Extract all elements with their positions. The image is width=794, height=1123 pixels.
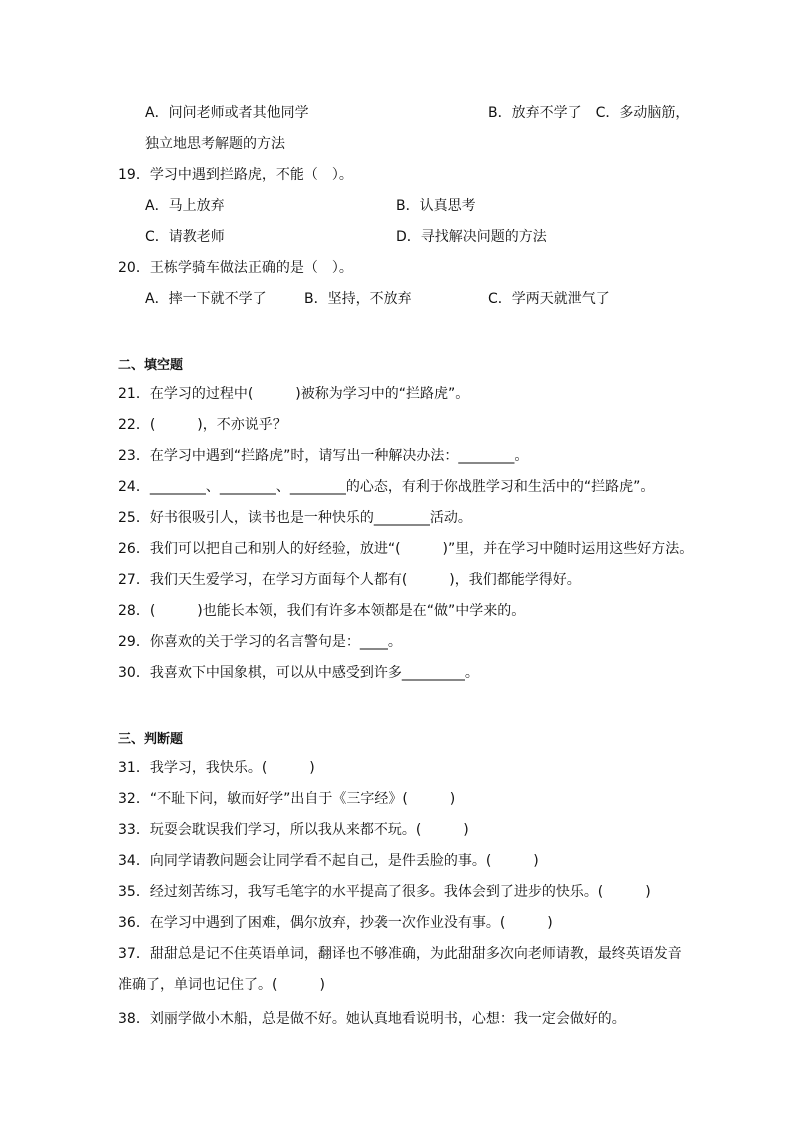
q18-option-a: A．问问老师或者其他同学 xyxy=(145,105,309,121)
q19-option-a: A．马上放弃 xyxy=(145,198,225,214)
question-34: 34．向同学请教问题会让同学看不起自己，是件丢脸的事。( ) xyxy=(118,853,539,869)
question-26: 26．我们可以把自己和别人的好经验，放进“( )”里，并在学习中随时运用这些好方法。 xyxy=(118,541,694,557)
question-37-continued: 准确了，单词也记住了。( ) xyxy=(118,977,325,993)
question-22: 22．( )，不亦说乎？ xyxy=(118,417,287,433)
question-30: 30．我喜欢下中国象棋，可以从中感受到许多_________。 xyxy=(118,665,479,681)
question-24: 24．________、________、________的心态，有利于你战胜学习和生活中的“拦路虎”。 xyxy=(118,479,655,495)
q18-option-c-continued: 独立地思考解题的方法 xyxy=(145,136,285,152)
q19-option-d: D．寻找解决问题的方法 xyxy=(396,229,547,245)
question-21: 21．在学习的过程中( )被称为学习中的“拦路虎”。 xyxy=(118,386,470,402)
question-33: 33．玩耍会耽误我们学习，所以我从来都不玩。( ) xyxy=(118,822,469,838)
question-23: 23．在学习中遇到“拦路虎”时，请写出一种解决办法：________。 xyxy=(118,448,529,464)
question-32: 32．“不耻下问，敏而好学”出自于《三字经》( ) xyxy=(118,791,456,807)
question-27: 27．我们天生爱学习，在学习方面每个人都有( )，我们都能学得好。 xyxy=(118,572,581,588)
q20-option-c: C．学两天就泄气了 xyxy=(488,291,610,307)
question-29: 29．你喜欢的关于学习的名言警句是：____。 xyxy=(118,634,402,650)
q20-stem: 20．王栋学骑车做法正确的是（ ）。 xyxy=(118,260,353,276)
q19-option-b: B．认真思考 xyxy=(396,198,476,214)
question-35: 35．经过刻苦练习，我写毛笔字的水平提高了很多。我体会到了进步的快乐。( ) xyxy=(118,884,651,900)
section3-heading: 三、判断题 xyxy=(118,732,184,747)
question-38: 38．刘丽学做小木船，总是做不好。她认真地看说明书，心想：我一定会做好的。 xyxy=(118,1011,626,1027)
question-28: 28．( )也能长本领，我们有许多本领都是在“做”中学来的。 xyxy=(118,603,526,619)
q18-option-b-c: B．放弃不学了 C．多动脑筋， xyxy=(488,105,690,121)
question-36: 36．在学习中遇到了困难，偶尔放弃，抄袭一次作业没有事。( ) xyxy=(118,915,553,931)
q19-stem: 19．学习中遇到拦路虎，不能（ ）。 xyxy=(118,167,353,183)
q20-option-b: B．坚持，不放弃 xyxy=(304,291,412,307)
question-37: 37．甜甜总是记不住英语单词，翻译也不够准确，为此甜甜多次向老师请教，最终英语发音 xyxy=(118,946,682,962)
question-25: 25．好书很吸引人，读书也是一种快乐的________活动。 xyxy=(118,510,472,526)
section2-heading: 二、填空题 xyxy=(118,358,184,373)
q19-option-c: C．请教老师 xyxy=(145,229,225,245)
question-31: 31．我学习，我快乐。( ) xyxy=(118,760,315,776)
q20-option-a: A．摔一下就不学了 xyxy=(145,291,267,307)
